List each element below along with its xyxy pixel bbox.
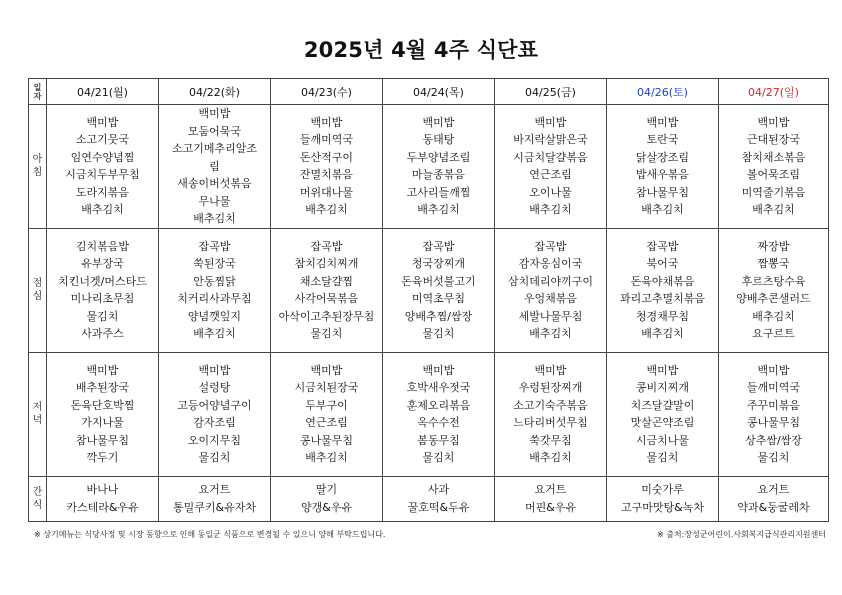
- menu-item: 세발나물무침: [518, 309, 583, 323]
- menu-item: 꿀호떡&두유: [407, 500, 470, 514]
- menu-cell: [159, 105, 271, 229]
- meal-row-dinner: [29, 352, 829, 476]
- menu-cell: [607, 105, 719, 229]
- menu-item: 모둠어묵국: [187, 124, 242, 138]
- menu-cell: [271, 476, 383, 521]
- menu-item: 미역줄기볶음: [741, 185, 806, 199]
- menu-item: 배추김치: [529, 327, 572, 340]
- meal-label-char: 심: [32, 291, 43, 302]
- menu-item: 밥새우볶음: [635, 168, 690, 182]
- page-title: 2025년 4월 4주 식단표: [303, 38, 539, 62]
- menu-item: 참치김치찌개: [294, 257, 359, 270]
- menu-item: 우렁된장찌개: [518, 381, 583, 394]
- menu-item: 사과: [427, 483, 450, 496]
- menu-item: 백미밥: [310, 115, 343, 129]
- menu-item: 물김치: [646, 451, 679, 464]
- menu-item: 잔멸치볶음: [299, 168, 354, 182]
- menu-cell: [383, 476, 495, 521]
- menu-item: 소고기메추리알조: [171, 142, 257, 155]
- menu-item: 물김치: [310, 327, 343, 340]
- menu-item: 채소달걀찜: [299, 274, 354, 288]
- menu-item: 배추김치: [752, 203, 795, 217]
- menu-item: 소고기숙주볶음: [513, 398, 588, 412]
- menu-item: 백미밥: [198, 107, 231, 120]
- menu-item: 가지나물: [81, 416, 124, 429]
- menu-item: 백미밥: [757, 363, 790, 377]
- menu-item: 백미밥: [198, 363, 231, 377]
- menu-item: 돈육야채볶음: [630, 274, 695, 288]
- menu-item: 동태탕: [422, 133, 455, 147]
- menu-cell: [159, 228, 271, 352]
- menu-item: 잡곡밥: [422, 239, 455, 253]
- menu-item: 백미밥: [646, 115, 679, 129]
- menu-item: 두부양념조림: [406, 150, 471, 164]
- menu-item: 배추김치: [641, 203, 684, 217]
- date-header: 04/22(화): [159, 79, 271, 105]
- menu-item: 시금치달걀볶음: [513, 150, 588, 164]
- menu-item: 오이나물: [529, 185, 572, 199]
- menu-item: 배추김치: [417, 203, 460, 217]
- menu-item: 양갱&우유: [300, 500, 353, 514]
- menu-item: 요거트: [198, 483, 231, 496]
- menu-item: 물김치: [198, 451, 231, 464]
- menu-cell: [47, 352, 159, 476]
- menu-item: 배추된장국: [75, 381, 130, 394]
- menu-item: 참나물무침: [635, 185, 690, 199]
- menu-item: 치즈달걀말이: [630, 398, 695, 412]
- menu-item: 닭살장조림: [635, 150, 690, 164]
- menu-item: 머위대나물: [299, 185, 354, 199]
- menu-item: 근대된장국: [746, 133, 801, 147]
- meal-label: [29, 105, 47, 229]
- menu-item: 양배추콘샐러드: [736, 292, 811, 305]
- menu-item: 바나나: [86, 483, 119, 496]
- menu-item: 훈제오리볶음: [406, 398, 471, 412]
- menu-item: 쑥된장국: [193, 257, 236, 270]
- menu-item: 쑥갓무침: [529, 433, 572, 447]
- menu-cell: [607, 476, 719, 521]
- menu-item: 돈산적구이: [299, 150, 354, 164]
- menu-item: 배추김치: [529, 451, 572, 464]
- menu-cell: [383, 105, 495, 229]
- footer-note: ※ 상기메뉴는 식당사정 및 시장 동향으로 인해 동일군 식품으로 변경될 수 있으니 양해 부탁드립니다.: [34, 530, 386, 539]
- menu-item: 감자조림: [193, 416, 236, 429]
- menu-cell: [271, 352, 383, 476]
- menu-item: 배추김치: [193, 327, 236, 340]
- meal-label-char: 점: [32, 278, 43, 289]
- menu-item: 임연수양념찜: [70, 150, 135, 164]
- meal-label-char: 녁: [32, 415, 43, 426]
- menu-item: 물김치: [422, 451, 455, 464]
- menu-item: 배추김치: [81, 203, 124, 217]
- menu-item: 백미밥: [534, 363, 567, 377]
- menu-item: 배추김치: [193, 212, 236, 225]
- menu-item: 새송이버섯볶음: [177, 177, 252, 190]
- menu-cell: [271, 105, 383, 229]
- date-header: 04/25(금): [495, 79, 607, 105]
- menu-item: 콩비지찌개: [635, 381, 690, 394]
- menu-item: 안동찜닭: [193, 274, 236, 288]
- menu-item: 오이지무침: [187, 433, 242, 447]
- menu-item: 청경채무침: [635, 309, 690, 323]
- date-header-saturday: 04/26(토): [607, 79, 719, 105]
- menu-item: 콩나물무침: [746, 416, 801, 429]
- menu-item: 우엉채볶음: [523, 292, 578, 305]
- menu-item: 토란국: [646, 133, 679, 147]
- menu-item: 요거트: [534, 483, 567, 496]
- menu-cell: [719, 105, 829, 229]
- menu-item: 무나물: [198, 194, 231, 208]
- menu-item: 카스테라&우유: [66, 500, 139, 514]
- menu-item: 배추김치: [529, 203, 572, 217]
- menu-item: 백미밥: [422, 363, 455, 377]
- meal-label: [29, 352, 47, 476]
- menu-item: 요거트: [757, 483, 790, 496]
- menu-cell: [383, 228, 495, 352]
- meal-row-breakfast: [29, 105, 829, 229]
- menu-item: 참치채소볶음: [741, 150, 806, 164]
- menu-item: 상추쌈/쌈장: [745, 433, 802, 447]
- date-header: 04/21(월): [47, 79, 159, 105]
- menu-item: 유부장국: [81, 257, 124, 270]
- menu-cell: [495, 228, 607, 352]
- menu-cell: [495, 476, 607, 521]
- menu-item: 고사리들깨찜: [406, 185, 471, 199]
- corner-char: 자: [33, 91, 42, 101]
- menu-item: 연근조림: [529, 168, 572, 182]
- menu-item: 물김치: [422, 327, 455, 340]
- menu-cell: [159, 476, 271, 521]
- menu-item: 백미밥: [310, 363, 343, 377]
- menu-item: 삼치데리야끼구이: [507, 274, 593, 288]
- menu-item: 림: [209, 159, 220, 173]
- menu-item: 콩나물무침: [299, 433, 354, 447]
- menu-item: 미나리초무침: [70, 292, 135, 305]
- menu-item: 시금치두부무침: [65, 168, 140, 182]
- menu-item: 미숫가루: [641, 483, 684, 496]
- menu-item: 설렁탕: [198, 381, 231, 394]
- menu-item: 잡곡밥: [198, 239, 231, 253]
- meal-label: [29, 476, 47, 521]
- menu-item: 후르츠탕수육: [741, 274, 806, 288]
- menu-item: 북어국: [646, 257, 679, 270]
- menu-cell: [159, 352, 271, 476]
- menu-item: 통밀쿠키&유자차: [173, 500, 256, 514]
- menu-cell: [271, 228, 383, 352]
- menu-item: 돈육버섯불고기: [401, 274, 476, 288]
- menu-item: 백미밥: [646, 363, 679, 377]
- menu-item: 백미밥: [422, 115, 455, 129]
- menu-item: 치킨너겟/머스타드: [58, 274, 147, 288]
- meal-row-snack: [29, 476, 829, 521]
- menu-item: 백미밥: [86, 363, 119, 377]
- menu-cell: [719, 228, 829, 352]
- menu-item: 느타리버섯무침: [513, 416, 588, 429]
- menu-item: 백미밥: [757, 115, 790, 129]
- menu-item: 배추김치: [305, 203, 348, 217]
- menu-item: 물김치: [757, 451, 790, 464]
- menu-item: 마늘종볶음: [411, 168, 466, 182]
- menu-item: 참나물무침: [75, 433, 130, 447]
- menu-item: 시금치된장국: [294, 381, 359, 394]
- menu-item: 도라지볶음: [75, 185, 130, 199]
- menu-item: 두부구이: [305, 398, 348, 412]
- menu-cell: [47, 228, 159, 352]
- menu-item: 주꾸미볶음: [746, 398, 801, 412]
- meal-label-char: 식: [32, 499, 43, 511]
- menu-item: 요구르트: [752, 327, 795, 340]
- menu-item: 깍두기: [86, 451, 119, 464]
- menu-cell: [383, 352, 495, 476]
- menu-item: 연근조림: [305, 416, 348, 429]
- meal-label-char: 아: [32, 154, 43, 166]
- menu-item: 잡곡밥: [646, 239, 679, 253]
- menu-item: 치커리사과무침: [177, 292, 252, 305]
- menu-cell: [719, 352, 829, 476]
- menu-item: 김치볶음밥: [75, 239, 130, 253]
- menu-item: 양념깻잎지: [187, 309, 242, 323]
- menu-cell: [47, 105, 159, 229]
- date-header: 04/23(수): [271, 79, 383, 105]
- menu-item: 잡곡밥: [534, 239, 567, 253]
- menu-item: 배추김치: [752, 309, 795, 323]
- meal-label-char: 침: [32, 167, 43, 179]
- meal-label-char: 저: [32, 402, 43, 413]
- menu-cell: [607, 228, 719, 352]
- menu-item: 양배추찜/쌈장: [404, 309, 473, 323]
- footer-source: ※ 출처:장성군어린이.사회복지급식관리지원센터: [656, 530, 826, 539]
- menu-cell: [495, 352, 607, 476]
- menu-item: 호박새우젓국: [406, 381, 471, 394]
- menu-cell: [719, 476, 829, 521]
- menu-item: 꽈리고추멸치볶음: [619, 292, 705, 305]
- menu-item: 짜장밥: [757, 239, 790, 253]
- menu-item: 백미밥: [534, 115, 567, 129]
- menu-item: 약과&둥굴레차: [737, 500, 810, 514]
- menu-item: 돈육단호박찜: [70, 398, 135, 412]
- corner-char: 일: [33, 82, 42, 92]
- header-row: [29, 79, 829, 105]
- menu-cell: [47, 476, 159, 521]
- menu-item: 물김치: [86, 309, 119, 323]
- menu-item: 머핀&우유: [524, 500, 577, 514]
- menu-cell: [607, 352, 719, 476]
- menu-item: 들깨미역국: [299, 133, 354, 147]
- menu-item: 청국장찌개: [411, 257, 466, 270]
- menu-item: 딸기: [315, 483, 338, 496]
- menu-item: 봄동무침: [417, 433, 460, 447]
- menu-item: 시금치나물: [635, 433, 690, 447]
- menu-item: 볼어묵조림: [746, 168, 801, 182]
- menu-item: 감자옹심이국: [518, 257, 583, 270]
- meal-label: [29, 228, 47, 352]
- menu-item: 짬뽕국: [757, 257, 790, 270]
- meal-label-char: 간: [32, 486, 43, 498]
- menu-item: 고구마맛탕&녹차: [621, 500, 704, 514]
- menu-item: 소고기뭇국: [75, 133, 130, 147]
- menu-item: 맛살곤약조림: [630, 416, 695, 429]
- menu-item: 배추김치: [305, 451, 348, 464]
- menu-item: 배추김치: [641, 327, 684, 340]
- date-header-sunday: 04/27(일): [719, 79, 829, 105]
- meal-row-lunch: [29, 228, 829, 352]
- menu-item: 사각어묵볶음: [294, 292, 359, 305]
- menu-item: 미역초무침: [411, 292, 466, 305]
- menu-cell: [495, 105, 607, 229]
- menu-item: 옥수수전: [417, 416, 460, 429]
- menu-item: 잡곡밥: [310, 239, 343, 253]
- menu-item: 고등어양념구이: [177, 398, 252, 412]
- menu-table: [28, 78, 829, 522]
- date-corner-label: [29, 79, 47, 105]
- menu-item: 들깨미역국: [746, 381, 801, 394]
- menu-item: 바지락살맑은국: [513, 133, 588, 147]
- menu-item: 사과주스: [81, 327, 124, 340]
- menu-item: 아삭이고추된장무침: [278, 309, 375, 323]
- menu-item: 백미밥: [86, 115, 119, 129]
- date-header: 04/24(목): [383, 79, 495, 105]
